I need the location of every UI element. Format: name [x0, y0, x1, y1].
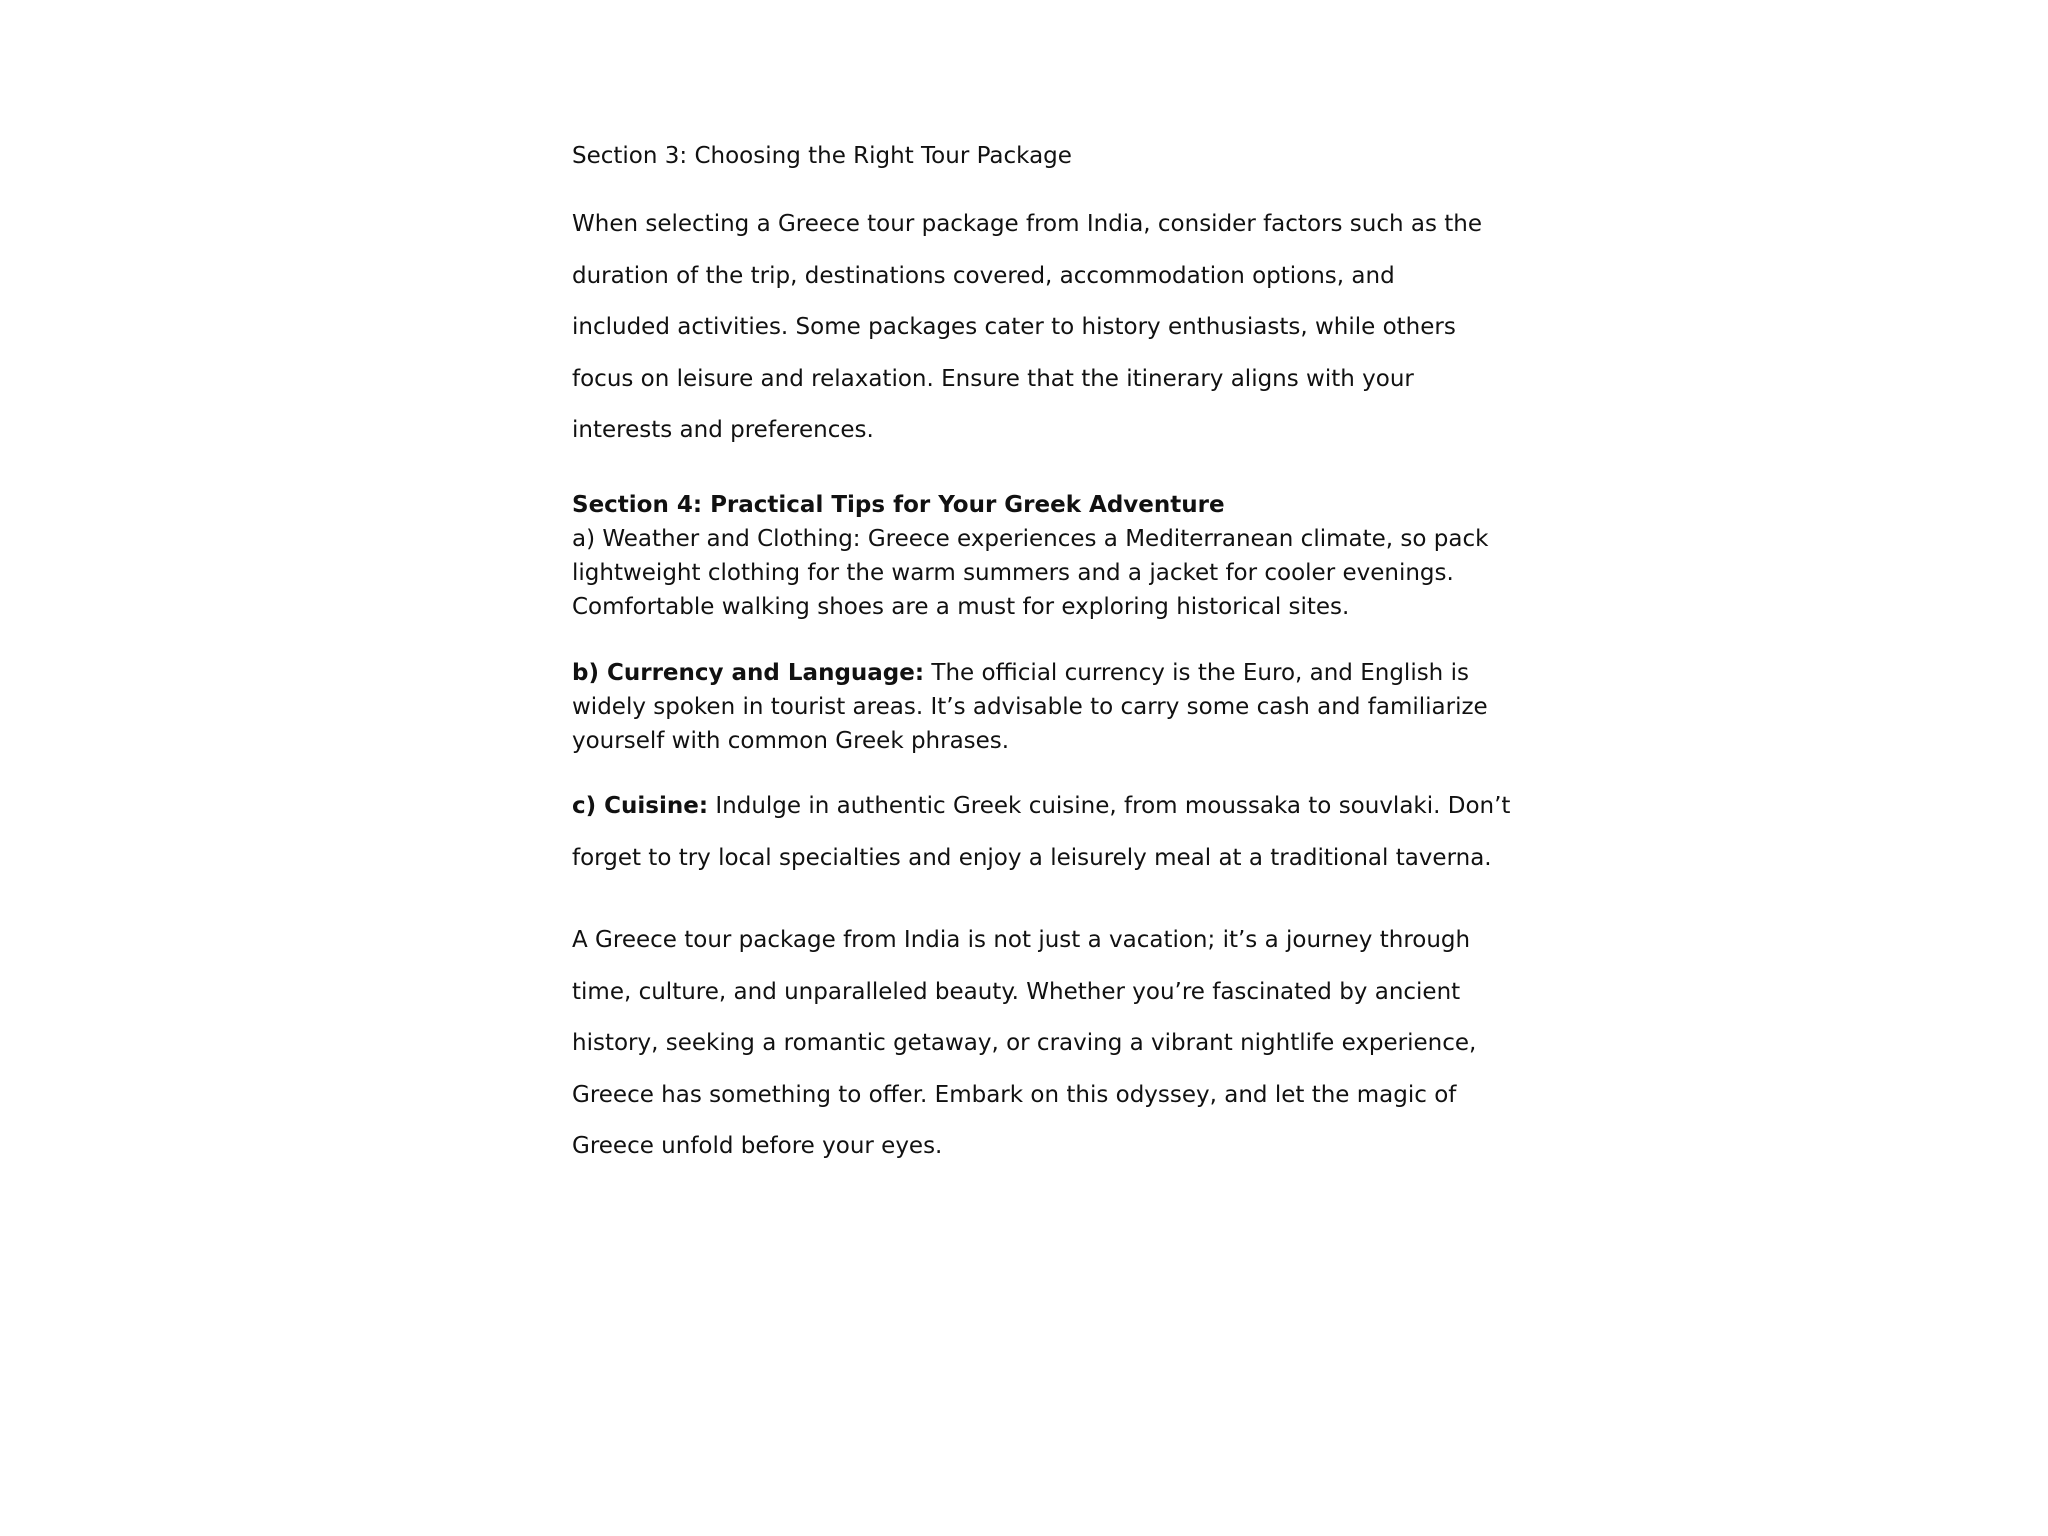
paragraph-line: included activities. Some packages cater to history enthusiasts, while others	[572, 314, 1456, 340]
section-3-heading: Section 3: Choosing the Right Tour Package	[572, 143, 1072, 169]
paragraph-line: interests and preferences.	[572, 417, 874, 443]
paragraph-line	[572, 656, 1488, 690]
paragraph-line: Greece has something to offer. Embark on this odyssey, and let the magic of	[572, 1081, 1457, 1108]
currency-language-paragraph	[572, 656, 1488, 758]
cuisine-paragraph	[572, 781, 1510, 884]
paragraph-line: A Greece tour package from India is not just a vacation; it’s a journey through	[572, 927, 1471, 953]
paragraph-line: time, culture, and unparalleled beauty. Whether you’re fascinated by ancient	[572, 978, 1461, 1005]
paragraph-line: history, seeking a romantic getaway, or craving a vibrant nightlife experience,	[572, 1030, 1477, 1056]
section-4-heading: Section 4: Practical Tips for Your Greek Adventure	[572, 492, 1225, 518]
paragraph-line: forget to try local specialties and enjoy a leisurely meal at a traditional taverna.	[572, 844, 1492, 871]
paragraph-line: yourself with common Greek phrases.	[572, 728, 1010, 754]
paragraph-text: Indulge in authentic Greek cuisine, from moussaka to souvlaki. Don’t	[708, 793, 1511, 819]
paragraph-line: widely spoken in tourist areas. It’s advisable to carry some cash and familiarize	[572, 694, 1488, 720]
section-3-paragraph	[572, 199, 1482, 457]
weather-clothing-paragraph	[572, 522, 1488, 624]
paragraph-line: When selecting a Greece tour package from India, consider factors such as the	[572, 211, 1482, 237]
paragraph-line	[572, 781, 1510, 833]
currency-language-label: b) Currency and Language:	[572, 660, 925, 686]
paragraph-line: a) Weather and Clothing: Greece experiences a Mediterranean climate, so pack	[572, 526, 1489, 552]
conclusion-paragraph	[572, 915, 1476, 1173]
paragraph-line: lightweight clothing for the warm summers and a jacket for cooler evenings.	[572, 560, 1454, 586]
paragraph-line: Greece unfold before your eyes.	[572, 1133, 943, 1159]
cuisine-label: c) Cuisine:	[572, 793, 709, 819]
paragraph-line: Comfortable walking shoes are a must for exploring historical sites.	[572, 594, 1350, 620]
paragraph-text: The official currency is the Euro, and English is	[924, 660, 1469, 686]
paragraph-line: duration of the trip, destinations covered, accommodation options, and	[572, 262, 1395, 289]
paragraph-line: focus on leisure and relaxation. Ensure that the itinerary aligns with your	[572, 365, 1414, 392]
